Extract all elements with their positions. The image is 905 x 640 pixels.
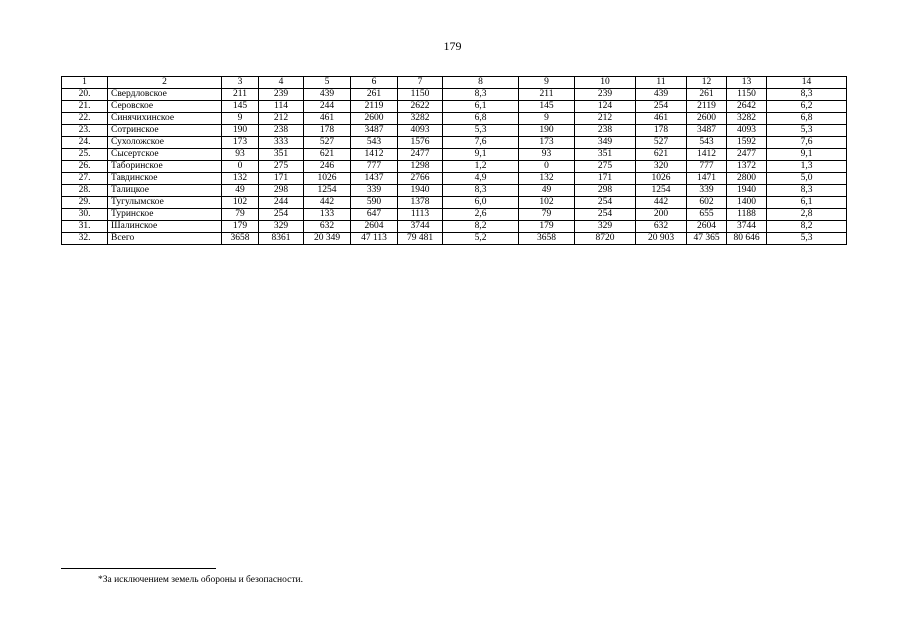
value-cell: 442 [636,197,687,209]
column-number-cell: 9 [519,77,575,89]
value-cell: 179 [519,221,575,233]
value-cell: 179 [222,221,259,233]
row-number-cell: 20. [62,89,108,101]
column-number-cell: 12 [687,77,727,89]
value-cell: 1026 [304,173,351,185]
table-row [62,113,847,125]
value-cell: 239 [575,89,636,101]
district-name-cell: Таборинское [108,161,222,173]
value-cell: 2800 [727,173,767,185]
value-cell: 211 [222,89,259,101]
value-cell: 2766 [398,173,443,185]
row-number-cell: 21. [62,101,108,113]
value-cell: 5,0 [767,173,847,185]
value-cell: 212 [575,113,636,125]
value-cell: 1437 [351,173,398,185]
value-cell: 602 [687,197,727,209]
value-cell: 9 [519,113,575,125]
value-cell: 2622 [398,101,443,113]
table-row [62,221,847,233]
value-cell: 5,3 [767,125,847,137]
value-cell: 79 [222,209,259,221]
table-row [62,185,847,197]
value-cell: 1026 [636,173,687,185]
value-cell: 238 [259,125,304,137]
value-cell: 1412 [687,149,727,161]
district-name-cell: Туринское [108,209,222,221]
value-cell: 7,6 [767,137,847,149]
value-cell: 244 [259,197,304,209]
value-cell: 79 [519,209,575,221]
table-row [62,161,847,173]
value-cell: 8,3 [767,185,847,197]
value-cell: 254 [575,197,636,209]
value-cell: 527 [304,137,351,149]
district-name-cell: Талицкое [108,185,222,197]
value-cell: 1113 [398,209,443,221]
value-cell: 254 [259,209,304,221]
table-row [62,125,847,137]
value-cell: 80 646 [727,233,767,245]
value-cell: 178 [304,125,351,137]
row-number-cell: 26. [62,161,108,173]
value-cell: 1,3 [767,161,847,173]
value-cell: 349 [575,137,636,149]
value-cell: 6,8 [443,113,519,125]
value-cell: 5,3 [767,233,847,245]
table-row [62,89,847,101]
value-cell: 1,2 [443,161,519,173]
value-cell: 8,3 [767,89,847,101]
value-cell: 3658 [222,233,259,245]
value-cell: 133 [304,209,351,221]
value-cell: 9,1 [443,149,519,161]
value-cell: 298 [259,185,304,197]
value-cell: 621 [304,149,351,161]
table-row [62,137,847,149]
value-cell: 102 [519,197,575,209]
value-cell: 1188 [727,209,767,221]
value-cell: 339 [351,185,398,197]
value-cell: 1940 [727,185,767,197]
value-cell: 4093 [398,125,443,137]
column-number-cell: 13 [727,77,767,89]
value-cell: 8,3 [443,185,519,197]
value-cell: 2119 [687,101,727,113]
value-cell: 20 349 [304,233,351,245]
value-cell: 1400 [727,197,767,209]
value-cell: 777 [687,161,727,173]
value-cell: 333 [259,137,304,149]
value-cell: 2,6 [443,209,519,221]
district-name-cell: Тавдинское [108,173,222,185]
value-cell: 6,2 [767,101,847,113]
table-row [62,197,847,209]
data-table [61,76,847,245]
value-cell: 190 [222,125,259,137]
value-cell: 2600 [687,113,727,125]
value-cell: 2642 [727,101,767,113]
value-cell: 9 [222,113,259,125]
value-cell: 178 [636,125,687,137]
value-cell: 114 [259,101,304,113]
value-cell: 1372 [727,161,767,173]
table-row [62,149,847,161]
column-number-cell: 1 [62,77,108,89]
value-cell: 6,0 [443,197,519,209]
value-cell: 3744 [727,221,767,233]
row-number-cell: 22. [62,113,108,125]
value-cell: 2,8 [767,209,847,221]
value-cell: 3282 [727,113,767,125]
table-body [62,77,847,245]
column-number-cell: 5 [304,77,351,89]
value-cell: 49 [222,185,259,197]
value-cell: 2477 [727,149,767,161]
value-cell: 1298 [398,161,443,173]
value-cell: 145 [222,101,259,113]
value-cell: 1150 [398,89,443,101]
value-cell: 200 [636,209,687,221]
value-cell: 8,2 [767,221,847,233]
column-number-cell: 8 [443,77,519,89]
value-cell: 132 [222,173,259,185]
value-cell: 0 [222,161,259,173]
value-cell: 1592 [727,137,767,149]
value-cell: 5,3 [443,125,519,137]
row-number-cell: 24. [62,137,108,149]
value-cell: 632 [304,221,351,233]
value-cell: 246 [304,161,351,173]
value-cell: 9,1 [767,149,847,161]
value-cell: 79 481 [398,233,443,245]
row-number-cell: 28. [62,185,108,197]
column-number-cell: 14 [767,77,847,89]
value-cell: 6,8 [767,113,847,125]
value-cell: 4,9 [443,173,519,185]
value-cell: 239 [259,89,304,101]
value-cell: 1412 [351,149,398,161]
column-number-cell: 11 [636,77,687,89]
value-cell: 590 [351,197,398,209]
district-name-cell: Сотринское [108,125,222,137]
value-cell: 275 [259,161,304,173]
value-cell: 47 113 [351,233,398,245]
value-cell: 47 365 [687,233,727,245]
value-cell: 339 [687,185,727,197]
value-cell: 20 903 [636,233,687,245]
value-cell: 254 [636,101,687,113]
value-cell: 132 [519,173,575,185]
column-number-cell: 10 [575,77,636,89]
value-cell: 543 [687,137,727,149]
value-cell: 173 [519,137,575,149]
value-cell: 8,2 [443,221,519,233]
value-cell: 93 [222,149,259,161]
value-cell: 2604 [687,221,727,233]
district-name-cell: Свердловское [108,89,222,101]
column-number-cell: 2 [108,77,222,89]
value-cell: 3658 [519,233,575,245]
district-name-cell: Шалинское [108,221,222,233]
value-cell: 8,3 [443,89,519,101]
value-cell: 4093 [727,125,767,137]
value-cell: 2119 [351,101,398,113]
district-name-cell: Серовское [108,101,222,113]
value-cell: 190 [519,125,575,137]
value-cell: 543 [351,137,398,149]
value-cell: 171 [259,173,304,185]
value-cell: 351 [259,149,304,161]
value-cell: 261 [351,89,398,101]
value-cell: 3487 [351,125,398,137]
value-cell: 171 [575,173,636,185]
value-cell: 777 [351,161,398,173]
value-cell: 3487 [687,125,727,137]
district-name-cell: Тугулымское [108,197,222,209]
value-cell: 1254 [636,185,687,197]
value-cell: 212 [259,113,304,125]
column-number-cell: 6 [351,77,398,89]
value-cell: 7,6 [443,137,519,149]
value-cell: 1471 [687,173,727,185]
value-cell: 320 [636,161,687,173]
district-name-cell: Синячихинское [108,113,222,125]
value-cell: 49 [519,185,575,197]
value-cell: 329 [575,221,636,233]
value-cell: 211 [519,89,575,101]
value-cell: 254 [575,209,636,221]
value-cell: 102 [222,197,259,209]
value-cell: 439 [304,89,351,101]
table-row [62,173,847,185]
value-cell: 244 [304,101,351,113]
value-cell: 1378 [398,197,443,209]
page-number: 179 [443,39,462,53]
value-cell: 173 [222,137,259,149]
district-name-cell: Сухоложское [108,137,222,149]
row-number-cell: 29. [62,197,108,209]
value-cell: 5,2 [443,233,519,245]
table-row [62,101,847,113]
value-cell: 1254 [304,185,351,197]
row-number-cell: 32. [62,233,108,245]
value-cell: 6,1 [767,197,847,209]
value-cell: 3744 [398,221,443,233]
district-name-cell: Сысертское [108,149,222,161]
value-cell: 527 [636,137,687,149]
value-cell: 238 [575,125,636,137]
column-number-cell: 7 [398,77,443,89]
table-row [62,209,847,221]
footnote: *За исключением земель обороны и безопасности. [98,575,303,585]
value-cell: 124 [575,101,636,113]
value-cell: 261 [687,89,727,101]
value-cell: 351 [575,149,636,161]
value-cell: 439 [636,89,687,101]
value-cell: 1940 [398,185,443,197]
row-number-cell: 27. [62,173,108,185]
value-cell: 2604 [351,221,398,233]
value-cell: 1576 [398,137,443,149]
value-cell: 461 [636,113,687,125]
value-cell: 2600 [351,113,398,125]
value-cell: 329 [259,221,304,233]
table-row [62,233,847,245]
value-cell: 1150 [727,89,767,101]
district-name-cell: Всего [108,233,222,245]
value-cell: 647 [351,209,398,221]
value-cell: 442 [304,197,351,209]
row-number-cell: 30. [62,209,108,221]
value-cell: 8720 [575,233,636,245]
row-number-cell: 23. [62,125,108,137]
value-cell: 6,1 [443,101,519,113]
value-cell: 621 [636,149,687,161]
value-cell: 145 [519,101,575,113]
column-number-cell: 3 [222,77,259,89]
header-row [62,77,847,89]
row-number-cell: 31. [62,221,108,233]
value-cell: 461 [304,113,351,125]
row-number-cell: 25. [62,149,108,161]
value-cell: 93 [519,149,575,161]
value-cell: 655 [687,209,727,221]
column-number-cell: 4 [259,77,304,89]
value-cell: 2477 [398,149,443,161]
footnote-divider [61,568,216,569]
value-cell: 275 [575,161,636,173]
value-cell: 298 [575,185,636,197]
value-cell: 8361 [259,233,304,245]
value-cell: 632 [636,221,687,233]
value-cell: 0 [519,161,575,173]
value-cell: 3282 [398,113,443,125]
